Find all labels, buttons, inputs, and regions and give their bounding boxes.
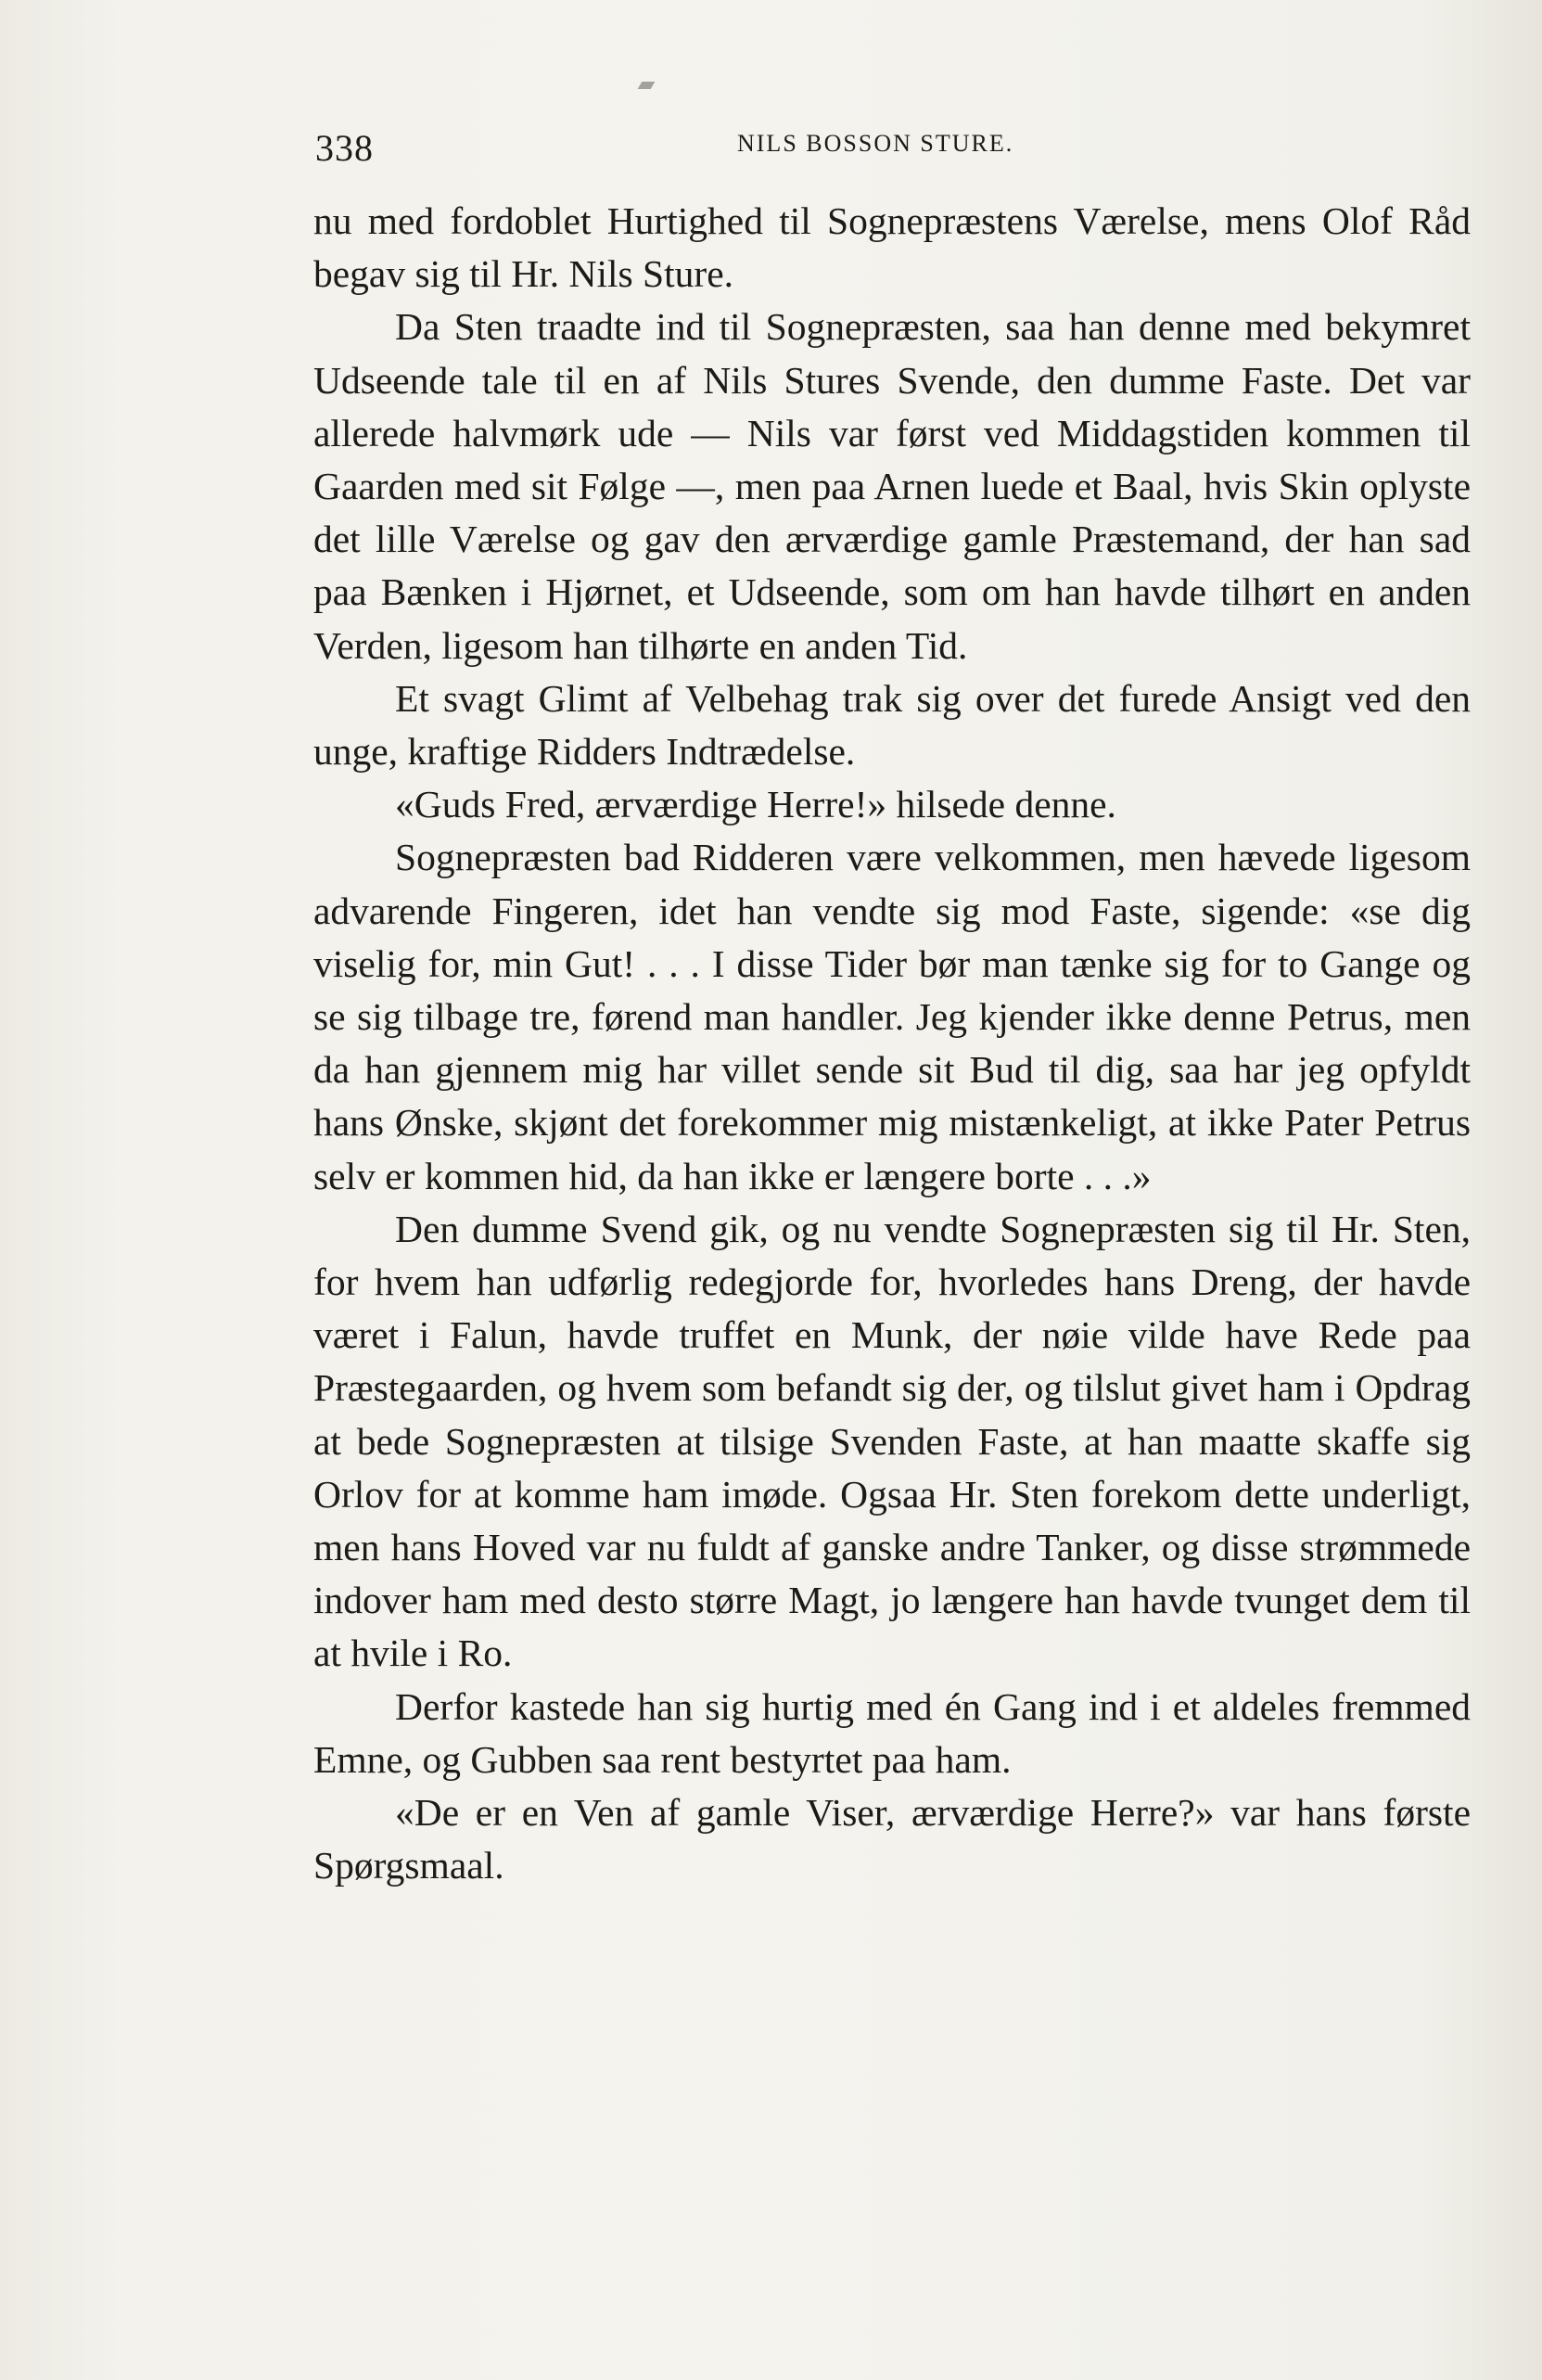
paragraph: «Guds Fred, ærværdige Herre!» hilsede denne. — [395, 783, 1116, 826]
running-head — [315, 119, 1465, 174]
running-title: NILS BOSSON STURE. — [737, 130, 1014, 157]
paragraph: Sognepræsten bad Ridderen være velkommen, men hævede ligesom advarende Fingeren, idet han vendte sig mod Faste, sigende: «se dig viselig for, min Gut! . . . I disse Tider bør man tænke sig for to Gange og se sig tilbage tre, førend man handler. Jeg kjender ikke denne Petrus, men da han gjennem mig har villet sende sit Bud til dig, saa har jeg opfyldt hans Ønske, skjønt det forekommer mig mistænkeligt, at ikke Pater Petrus selv er kommen hid, da han ikke er længere borte . . .» — [313, 836, 1471, 1197]
body-text — [313, 195, 1471, 1893]
paragraph: Et svagt Glimt af Velbehag trak sig over det furede Ansigt ved den unge, kraftige Ridders Indtrædelse. — [313, 676, 1471, 774]
ink-speck — [638, 82, 656, 89]
paragraph: «De er en Ven af gamle Viser, ærværdige Herre?» var hans første Spørgsmaal. — [313, 1791, 1471, 1887]
page-number: 338 — [315, 127, 374, 169]
paragraph: Den dumme Svend gik, og nu vendte Sognepræsten sig til Hr. Sten, for hvem han udførlig redegjorde for, hvorledes hans Dreng, der havde været i Falun, havde truffet en Munk, der nøie vilde have Rede paa Præstegaarden, og hvem som befandt sig der, og tilslut givet ham i Opdrag at bede Sognepræsten at tilsige Svenden Faste, at han maatte skaffe sig Orlov for at komme ham imøde. Ogsaa Hr. Sten forekom dette underligt, men hans Hoved var nu fuldt af ganske andre Tanker, og disse strømmede indover ham med desto større Magt, jo længere han havde tvunget dem til at hvile i Ro. — [313, 1207, 1471, 1675]
paragraph: nu med fordoblet Hurtighed til Sognepræstens Værelse, mens Olof Råd begav sig til Hr. Nils Sture. — [313, 199, 1471, 296]
paragraph: Da Sten traadte ind til Sognepræsten, saa han denne med bekymret Udseende tale til en af Nils Stures Svende, den dumme Faste. Det var allerede halvmørk ude — Nils var først ved Middagstiden kommen til Gaarden med sit Følge —, men paa Arnen luede et Baal, hvis Skin oplyste det lille Værelse og gav den ærværdige gamle Præstemand, der han sad paa Bænken i Hjørnet, et Udseende, som om han havde tilhørt en anden Verden, ligesom han tilhørte en anden Tid. — [313, 305, 1471, 667]
paragraph: Derfor kastede han sig hurtig med én Gang ind i et aldeles fremmed Emne, og Gubben saa rent bestyrtet paa ham. — [313, 1684, 1471, 1781]
